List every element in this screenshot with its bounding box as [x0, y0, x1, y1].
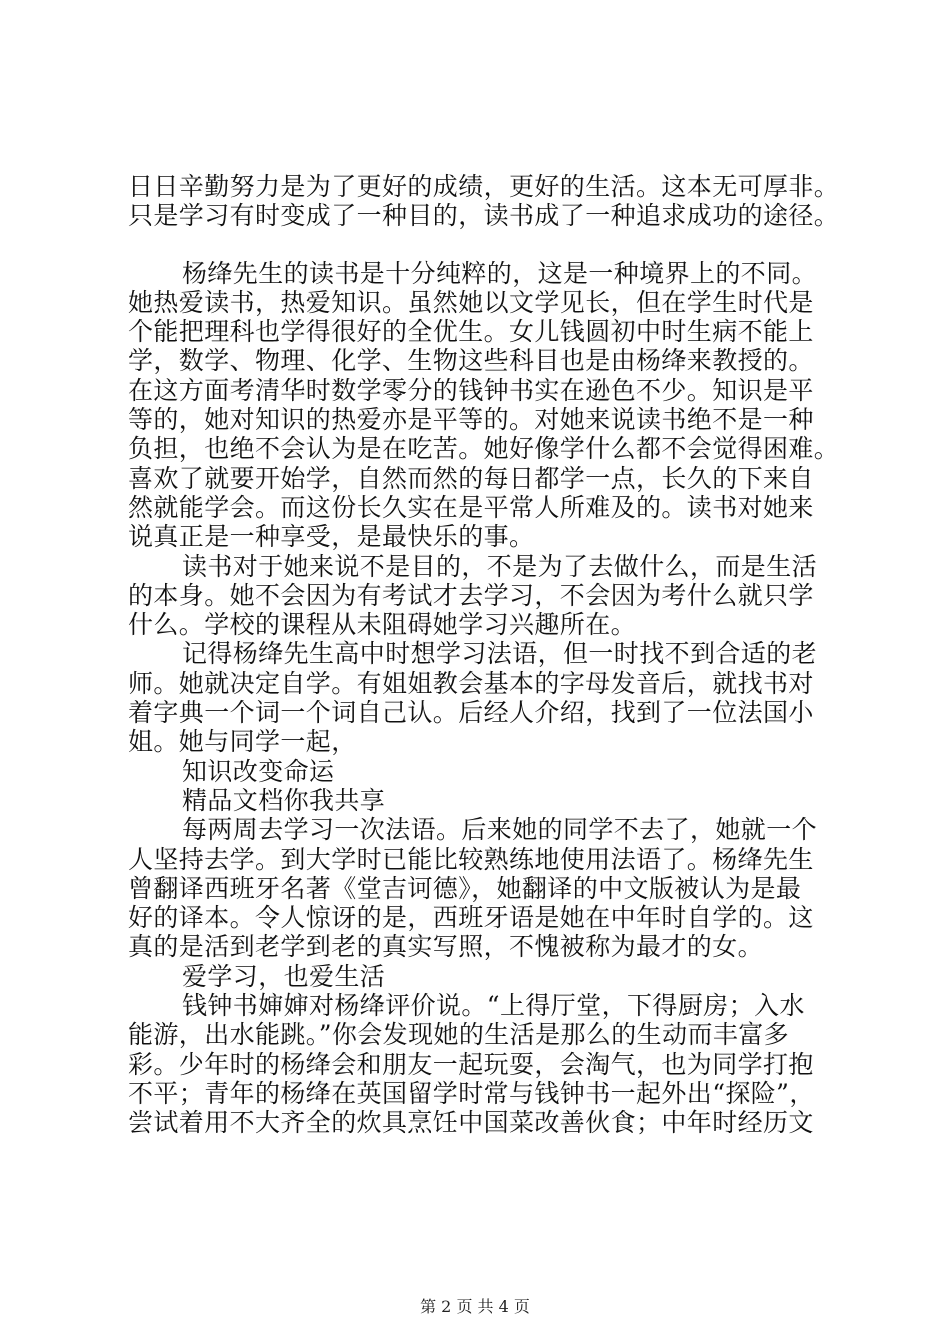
text-line: 然就能学会。而这份长久实在是平常人所难及的。读书对她来	[128, 492, 814, 522]
text-line: 尝试着用不大齐全的炊具烹饪中国菜改善伙食；中年时经历文	[128, 1108, 814, 1138]
text-line: 姐。她与同学一起，	[128, 727, 357, 757]
text-line: 喜欢了就要开始学，自然而然的每日都学一点，长久的下来自	[128, 463, 814, 493]
paragraph	[128, 172, 840, 231]
text-line: 读书对于她来说不是目的，不是为了去做什么，而是生活	[182, 551, 818, 581]
text-line: 什么。学校的课程从未阻碍她学习兴趣所在。	[128, 610, 637, 640]
text-line: 师。她就决定自学。有姐姐教会基本的字母发音后，就找书对	[128, 668, 814, 698]
text-line: 杨绛先生的读书是十分纯粹的，这是一种境界上的不同。	[182, 258, 818, 288]
document-body	[128, 172, 840, 1138]
paragraph	[128, 258, 840, 552]
paragraph	[128, 786, 828, 815]
text-line: 爱学习，也爱生活	[182, 961, 386, 991]
text-line: 的本身。她不会因为有考试才去学习，不会因为考什么就只学	[128, 580, 814, 610]
text-line: 彩。少年时的杨绛会和朋友一起玩耍，会淘气，也为同学打抱	[128, 1049, 814, 1079]
text-line: 说真正是一种享受，是最快乐的事。	[128, 522, 535, 552]
paragraph	[128, 552, 828, 640]
paragraph	[128, 639, 828, 756]
paragraph	[128, 815, 828, 961]
paragraph	[128, 962, 828, 991]
text-line: 学，数学、物理、化学、生物这些科目也是由杨绛来教授的。	[128, 346, 814, 376]
text-line: 真的是活到老学到老的真实写照，不愧被称为最才的女。	[128, 932, 764, 962]
text-line: 个能把理科也学得很好的全优生。女儿钱圆初中时生病不能上	[128, 317, 814, 347]
paragraph	[128, 757, 828, 786]
text-line: 在这方面考清华时数学零分的钱钟书实在逊色不少。知识是平	[128, 375, 814, 405]
text-line: 能游，出水能跳。”你会发现她的生活是那么的生动而丰富多	[128, 1020, 790, 1050]
text-line: 等的，她对知识的热爱亦是平等的。对她来说读书绝不是一种	[128, 405, 814, 435]
text-line: 精品文档你我共享	[182, 785, 386, 815]
text-line: 只是学习有时变成了一种目的，读书成了一种追求成功的途径。	[128, 201, 840, 231]
text-line: 好的译本。令人惊讶的是，西班牙语是她在中年时自学的。这	[128, 903, 814, 933]
text-line: 知识改变命运	[182, 756, 335, 786]
text-line: 记得杨绛先生高中时想学习法语，但一时找不到合适的老	[182, 639, 818, 669]
text-line: 日日辛勤努力是为了更好的成绩，更好的生活。这本无可厚非。	[128, 172, 840, 201]
text-line: 钱钟书婶婶对杨绛评价说。“上得厅堂，下得厨房；入水	[182, 991, 805, 1021]
text-line: 不平；青年的杨绛在英国留学时常与钱钟书一起外出“探险”，	[128, 1078, 815, 1108]
text-line: 着字典一个词一个词自己认。后经人介绍，找到了一位法国小	[128, 698, 814, 728]
paragraph-gap	[128, 231, 828, 259]
text-line: 负担，也绝不会认为是在吃苦。她好像学什么都不会觉得困难。	[128, 434, 840, 464]
text-line: 人坚持去学。到大学时已能比较熟练地使用法语了。杨绛先生	[128, 844, 814, 874]
text-line: 曾翻译西班牙名著《堂吉诃德》，她翻译的中文版被认为是最	[128, 873, 802, 903]
paragraph	[128, 991, 828, 1137]
text-line: 她热爱读书，热爱知识。虽然她以文学见长，但在学生时代是	[128, 287, 814, 317]
text-line: 每两周去学习一次法语。后来她的同学不去了，她就一个	[182, 815, 818, 845]
page-footer: 第 2 页 共 4 页	[420, 1297, 530, 1316]
